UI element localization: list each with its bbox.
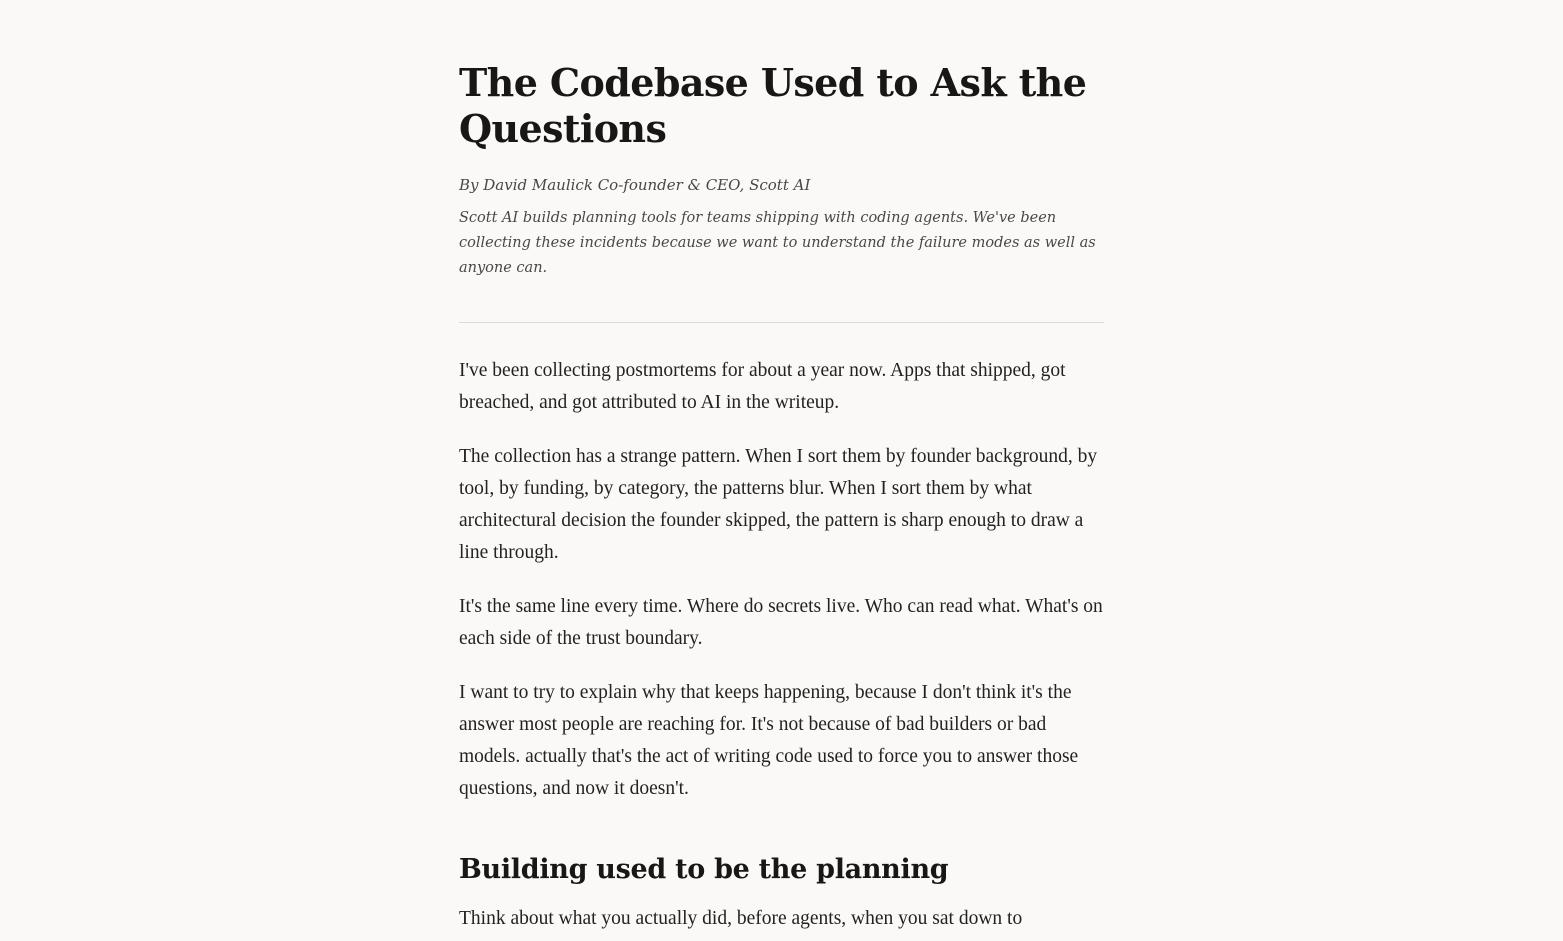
body-paragraph: It's the same line every time. Where do secrets live. Who can read what. What's on each side of the trust boundary. <box>459 596 1103 649</box>
article-body <box>459 355 1104 827</box>
section-heading: Building used to be the planning <box>459 854 949 885</box>
body-paragraph: The collection has a strange pattern. When I sort them by founder background, by tool, by funding, by category, the patterns blur. When I sort them by what architectural decision the founder skipped, the pattern is sharp enough to draw a line through. <box>459 446 1098 563</box>
article-title: The Codebase Used to Ask the Questions <box>459 60 1087 151</box>
section-divider <box>459 322 1104 323</box>
body-paragraph: I want to try to explain why that keeps happening, because I don't think it's the answer most people are reaching for. It's not because of bad builders or bad models. actually that's the act of writing code used to force you to answer those questions, and now it doesn't. <box>459 682 1079 799</box>
body-paragraph: I've been collecting postmortems for about a year now. Apps that shipped, got breached, and got attributed to AI in the writeup. <box>459 360 1066 413</box>
article-disclosure: Scott AI builds planning tools for teams shipping with coding agents. We've been collecting these incidents because we want to understand the failure modes as well as anyone can. <box>459 210 1096 276</box>
section-paragraph: Think about what you actually did, before agents, when you sat down to <box>459 908 1023 929</box>
article-byline: By David Maulick Co-founder & CEO, Scott AI <box>459 176 811 194</box>
